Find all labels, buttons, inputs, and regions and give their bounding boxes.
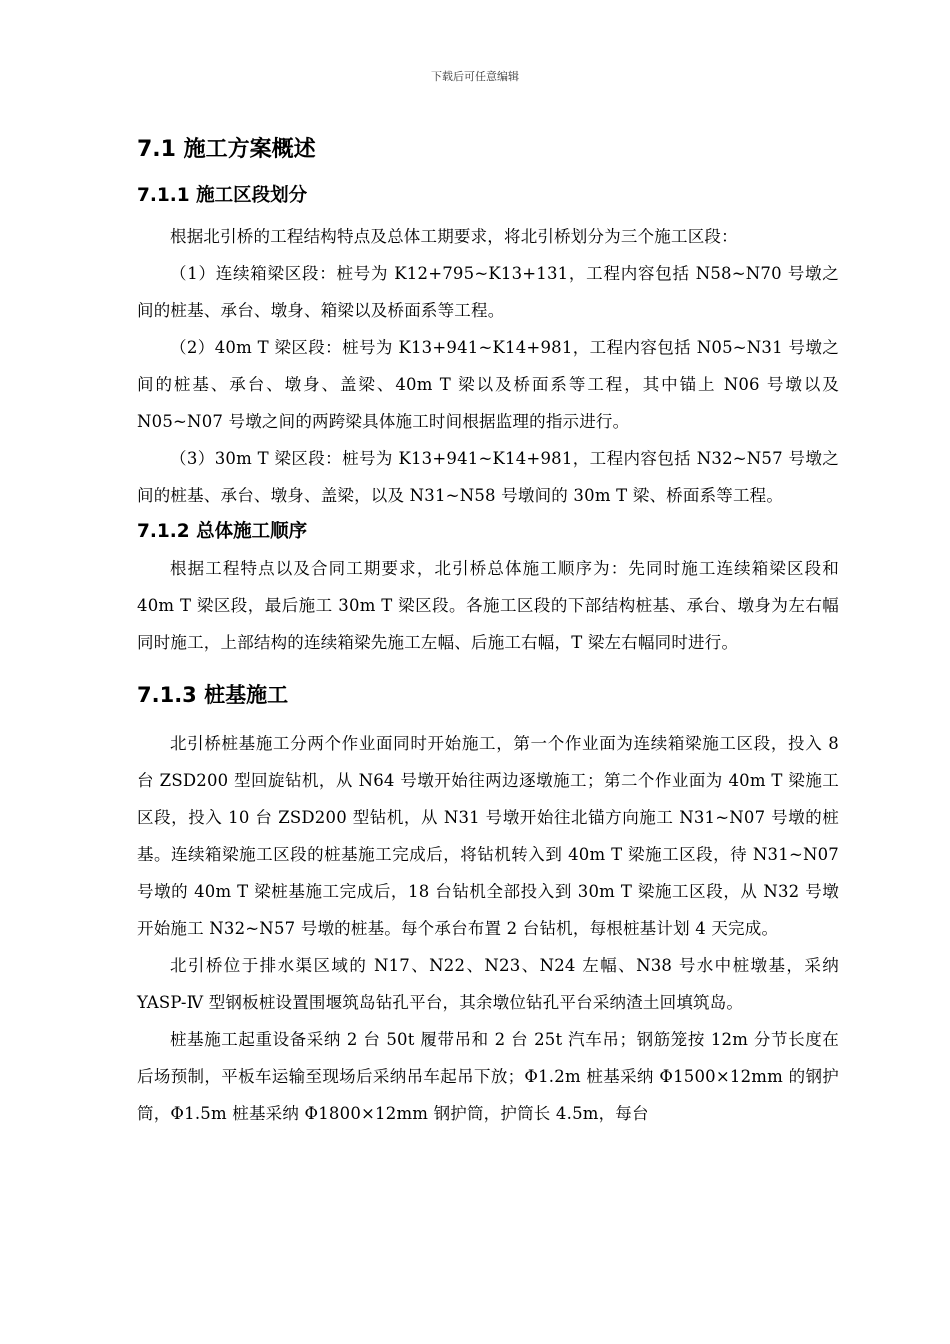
paragraph-7-1-2: 根据工程特点以及合同工期要求，北引桥总体施工顺序为：先同时施工连续箱梁区段和 40m T 梁区段，最后施工 30m T 梁区段。各施工区段的下部结构桩基、承台、墩身为左右幅同时施工，上部结构的连续箱梁先施工左幅、后施工右幅，T 梁左右幅同时进行。 [137,559,839,652]
paragraph-7-1-1-item3: （3）30m T 梁区段：桩号为 K13+941~K14+981，工程内容包括 N32~N57 号墩之间的桩基、承台、墩身、盖梁，以及 N31~N58 号墩间的 30m T 梁、桥面系等工程。 [137,449,839,505]
paragraph-7-1-3-b: 北引桥位于排水渠区域的 N17、N22、N23、N24 左幅、N38 号水中桩墩基，采纳 YASP-Ⅳ 型钢板桩设置围堰筑岛钻孔平台，其余墩位钻孔平台采纳渣土回填筑岛。 [137,956,839,1012]
heading-7-1: 7.1 施工方案概述 [137,137,316,162]
heading-7-1-3: 7.1.3 桩基施工 [137,683,289,707]
page-header: 下载后可任意编辑 [431,70,519,83]
paragraph-7-1-3-c: 桩基施工起重设备采纳 2 台 50t 履带吊和 2 台 25t 汽车吊；钢筋笼按 12m 分节长度在后场预制，平板车运输至现场后采纳吊车起吊下放；Φ1.2m 桩基采纳 Φ1500×12mm 的钢护筒，Φ1.5m 桩基采纳 Φ1800×12mm 钢护筒，护筒长 4.5m，每台 [137,1030,839,1123]
paragraph-7-1-1-item2: （2）40m T 梁区段：桩号为 K13+941~K14+981，工程内容包括 N05~N31 号墩之间的桩基、承台、墩身、盖梁、40m T 梁以及桥面系等工程，其中锚上 N06 号墩以及 N05~N07 号墩之间的两跨梁具体施工时间根据监理的指示进行。 [137,338,839,431]
heading-7-1-1: 7.1.1 施工区段划分 [137,185,308,206]
document-body [137,128,839,1132]
paragraph-7-1-3-a: 北引桥桩基施工分两个作业面同时开始施工，第一个作业面为连续箱梁施工区段，投入 8 台 ZSD200 型回旋钻机，从 N64 号墩开始往两边逐墩施工；第二个作业面为 40m T 梁施工区段，投入 10 台 ZSD200 型钻机，从 N31 号墩开始往北锚方向施工 N31~N07 号墩的桩基。连续箱梁施工区段的桩基施工完成后，将钻机转入到 40m T 梁施工区段，待 N31~N07 号墩的 40m T 梁桩基施工完成后，18 台钻机全部投入到 30m T 梁施工区段，从 N32 号墩开始施工 N32~N57 号墩的桩基。每个承台布置 2 台钻机，每根桩基计划 4 天完成。 [137,734,839,938]
paragraph-7-1-1-intro: 根据北引桥的工程结构特点及总体工期要求，将北引桥划分为三个施工区段： [170,227,738,246]
heading-7-1-2: 7.1.2 总体施工顺序 [137,521,308,542]
paragraph-7-1-1-item1: （1）连续箱梁区段：桩号为 K12+795~K13+131，工程内容包括 N58~N70 号墩之间的桩基、承台、墩身、箱梁以及桥面系等工程。 [137,264,839,320]
